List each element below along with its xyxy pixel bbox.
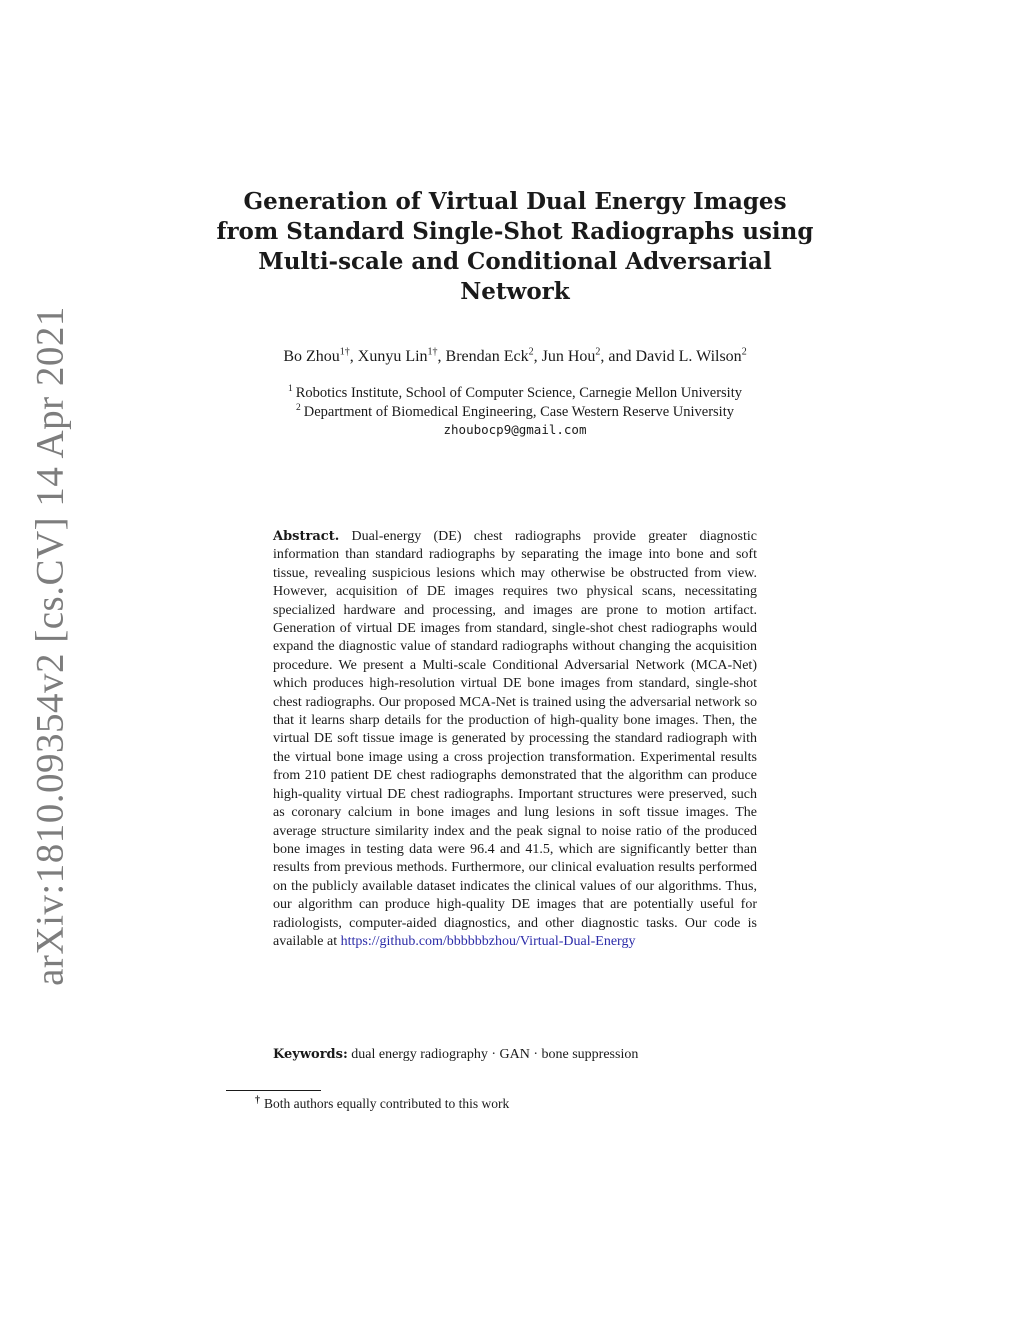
author-name: Brendan Eck [445,348,529,365]
author-separator: , [533,348,542,365]
affiliation-1-text: Robotics Institute, School of Computer Science, Carnegie Mellon University [295,385,742,401]
author-name: Xunyu Lin [357,348,428,365]
abstract-label: Abstract. [273,529,340,544]
author-name: David L. Wilson [635,348,742,365]
author-affiliation-marker: 1† [427,346,438,358]
paper-title: Generation of Virtual Dual Energy Images from Standard Single-Shot Radiographs using Multi-scale and Conditional Adversarial Network [216,188,814,305]
footnote-divider [226,1090,321,1091]
affiliation-2-text: Department of Biomedical Engineering, Case Western Reserve University [303,403,734,420]
affiliation-2 [200,403,830,422]
author-separator: , [437,348,446,365]
abstract [273,528,757,951]
keywords [273,1046,757,1064]
arxiv-stamp-text: arXiv:1810.09354v2 [cs.CV] 14 Apr 2021 [28,306,72,986]
author-name: Bo Zhou [283,348,340,365]
author-affiliation-marker: 2 [741,346,747,358]
author-affiliation-marker: 2 [595,346,601,358]
affiliation-1-marker: 1 [288,384,293,395]
footnote-marker: † [255,1094,260,1106]
keywords-list: dual energy radiography · GAN · bone suppression [351,1047,639,1062]
author-separator: , [349,348,358,365]
abstract-body: Dual-energy (DE) chest radiographs provide greater diagnostic information than standard radiographs by separating the image into bone and soft tissue, revealing suspicious lesions which may otherwise be obstructed from view. However, acquisition of DE images requires two physical scans, necessitating specialized hardware and processing, and images are prone to motion artifact. Generation of virtual DE images from standard, single-shot chest radiographs would expand the diagnostic value of standard radiographs without changing the acquisition procedure. We present a Multi-scale Conditional Adversarial Network (MCA-Net) which produces high-resolution virtual DE bone images from standard, single-shot chest radiographs. Our proposed MCA-Net is trained using the adversarial network so that it learns sharp details for the production of high-quality bone images. Then, the virtual DE soft tissue image is generated by processing the standard radiograph with the virtual bone image using a cross projection transformation. Experimental results from 210 patient DE chest radiographs demonstrated that the algorithm can produce high-quality virtual DE chest radiographs. Important structures were preserved, such as coronary calcium in bone images and lung lesions in soft tissue images. The average structure similarity index and the peak signal to noise ratio of the produced bone images in testing data were 96.4 and 41.5, which are significantly better than results from previous methods. Furthermore, our clinical evaluation results performed on the publicly available dataset indicates the clinical values of our algorithms. Thus, our algorithm can produce high-quality DE images that are potentially useful for radiologists, computer-aided diagnostics, and other diagnostic tasks. Our code is available at [273,529,757,949]
contact-email[interactable] [200,421,830,440]
author-list [215,346,815,368]
author-affiliation-marker: 1† [339,346,350,358]
keywords-label: Keywords: [273,1047,348,1062]
author-affiliation-marker: 2 [528,346,534,358]
author-name: Jun Hou [541,348,596,365]
affiliation-2-marker: 2 [296,402,301,413]
arxiv-identifier-stamp [0,0,96,1325]
email-text[interactable]: zhoubocp9@gmail.com [443,422,587,437]
footnote-text: Both authors equally contributed to this work [264,1096,510,1111]
footnote [255,1095,815,1113]
affiliation-1 [200,384,830,403]
code-repository-link[interactable]: https://github.com/bbbbbbzhou/Virtual-Dual-Energy [340,933,636,949]
affiliations [200,384,830,440]
author-separator: , and [600,348,636,365]
